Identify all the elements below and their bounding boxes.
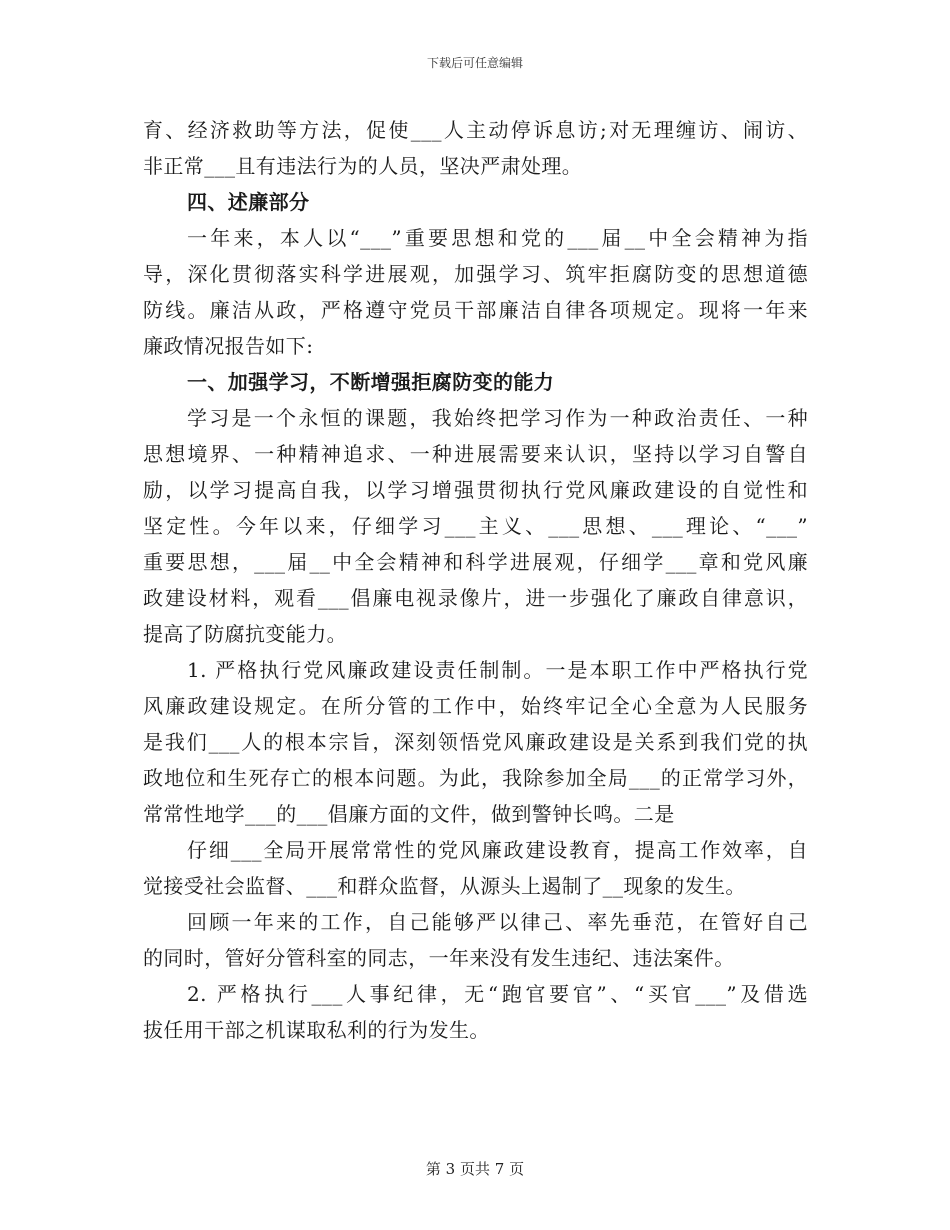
text-line: 回顾一年来的工作，自己能够严以律己、率先垂范，在管好自己 bbox=[187, 910, 808, 934]
text-line: 仔细___全局开展常常性的党风廉政建设教育，提高工作效率，自 bbox=[187, 838, 808, 862]
text-line: 的同时，管好分管科室的同志，一年来没有发生违纪、违法案件。 bbox=[143, 946, 735, 970]
text-line: 廉政情况报告如下: bbox=[143, 334, 314, 358]
text-line: 提高了防腐抗变能力。 bbox=[143, 622, 347, 646]
page-header: 下载后可任意编辑 bbox=[426, 56, 523, 70]
text-line: 风廉政建设规定。在所分管的工作中，始终牢记全心全意为人民服务 bbox=[143, 694, 808, 718]
text-line: 一年来，本人以“___”重要思想和党的___届__中全会精神为指 bbox=[187, 226, 808, 250]
page-footer: 第 3 页共 7 页 bbox=[425, 1160, 525, 1178]
text-line: 常常性地学___的___倡廉方面的文件，做到警钟长鸣。二是 bbox=[143, 802, 675, 826]
text-line: 2. 严格执行___人事纪律，无“跑官要官”、“买官___”及借选 bbox=[187, 982, 808, 1006]
text-line: 防线。廉洁从政，严格遵守党员干部廉洁自律各项规定。现将一年来 bbox=[143, 298, 808, 322]
text-line: 重要思想，___届__中全会精神和科学进展观，仔细学___章和党风廉 bbox=[143, 550, 808, 574]
document-body bbox=[143, 112, 808, 1048]
text-line: 是我们___人的根本宗旨，深刻领悟党风廉政建设是关系到我们党的执 bbox=[143, 730, 808, 754]
text-line: 育、经济救助等方法，促使___人主动停诉息访;对无理缠访、闹访、 bbox=[143, 118, 808, 142]
text-line: 励，以学习提高自我，以学习增强贯彻执行党风廉政建设的自觉性和 bbox=[143, 478, 808, 502]
text-line: 拔任用干部之机谋取私利的行为发生。 bbox=[143, 1018, 490, 1042]
subsection-heading: 一、加强学习，不断增强拒腐防变的能力 bbox=[187, 370, 555, 394]
text-line: 政建设材料，观看___倡廉电视录像片，进一步强化了廉政自律意识， bbox=[143, 586, 808, 610]
text-line: 坚定性。今年以来，仔细学习___主义、___思想、___理论、“___” bbox=[143, 514, 808, 538]
text-line: 1. 严格执行党风廉政建设责任制制。一是本职工作中严格执行党 bbox=[187, 658, 808, 682]
text-line: 政地位和生死存亡的根本问题。为此，我除参加全局___的正常学习外， bbox=[143, 766, 808, 790]
text-line: 导，深化贯彻落实科学进展观，加强学习、筑牢拒腐防变的思想道德 bbox=[143, 262, 808, 286]
text-line: 思想境界、一种精神追求、一种进展需要来认识，坚持以学习自警自 bbox=[143, 442, 808, 466]
section-heading: 四、述廉部分 bbox=[187, 190, 310, 214]
text-line: 觉接受社会监督、___和群众监督，从源头上遏制了__现象的发生。 bbox=[143, 874, 746, 898]
text-line: 非正常___且有违法行为的人员，坚决严肃处理。 bbox=[143, 154, 583, 178]
text-line: 学习是一个永恒的课题，我始终把学习作为一种政治责任、一种 bbox=[187, 406, 808, 430]
